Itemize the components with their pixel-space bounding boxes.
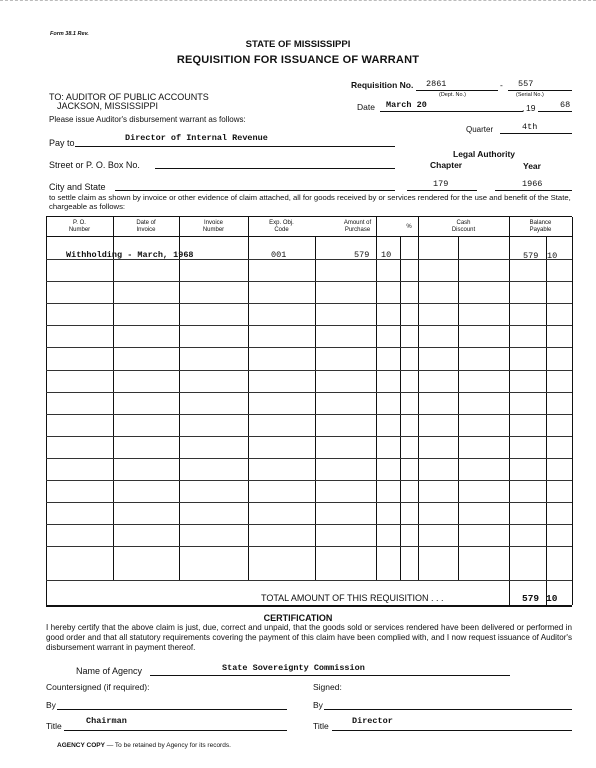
form-number: Form 38.1 Rev. bbox=[50, 31, 89, 37]
chapter-value: 179 bbox=[433, 179, 449, 189]
pay-to-label: Pay to bbox=[49, 138, 75, 148]
street-line bbox=[155, 168, 395, 169]
state-title: STATE OF MISSISSIPPI bbox=[245, 39, 351, 50]
street-label: Street or P. O. Box No. bbox=[49, 160, 140, 170]
table-bottom-border bbox=[46, 605, 572, 607]
header-balance-payable: Balance Payable bbox=[529, 220, 552, 233]
total-dollars: 579 bbox=[522, 593, 540, 604]
quarter-label: Quarter bbox=[466, 125, 494, 134]
left-by-line bbox=[57, 709, 287, 710]
city-line bbox=[115, 190, 395, 191]
row1-amount-dollars: 579 bbox=[354, 250, 370, 260]
year-value: 68 bbox=[560, 100, 571, 110]
city-label: City and State bbox=[49, 182, 106, 192]
agency-value: State Sovereignty Commission bbox=[222, 663, 365, 673]
table-row-rule bbox=[46, 392, 572, 393]
la-year-label: Year bbox=[523, 161, 541, 171]
certification-heading: CERTIFICATION bbox=[263, 613, 333, 623]
footer-agency-copy: AGENCY COPY bbox=[57, 742, 105, 749]
date-label: Date bbox=[357, 102, 375, 112]
requisition-label: Requisition No. bbox=[351, 80, 414, 90]
left-title-label: Title bbox=[46, 721, 62, 731]
signed-label: Signed: bbox=[313, 682, 342, 692]
header-amount-of-purchase: Amount of Purchase bbox=[343, 220, 372, 233]
table-row-rule bbox=[46, 480, 572, 481]
row1-code: 001 bbox=[271, 250, 287, 260]
year-line bbox=[538, 111, 572, 112]
la-year-value: 1966 bbox=[522, 179, 543, 189]
pay-to-value: Director of Internal Revenue bbox=[125, 133, 268, 143]
agency-line bbox=[150, 675, 510, 676]
quarter-value: 4th bbox=[522, 122, 538, 132]
table-row-rule bbox=[46, 546, 572, 547]
left-by-label: By bbox=[46, 700, 56, 710]
header-po-number: P. O. Number bbox=[68, 220, 91, 233]
addressee-line2: JACKSON, MISSISSIPPI bbox=[57, 101, 159, 111]
column-rule bbox=[248, 217, 249, 580]
header-cash-discount: Cash Discount bbox=[451, 220, 476, 233]
chapter-line bbox=[407, 190, 477, 191]
table-header-bottom bbox=[46, 236, 572, 237]
table-row-rule bbox=[46, 436, 572, 437]
year-prefix: 19 bbox=[526, 103, 536, 113]
right-by-label: By bbox=[313, 700, 323, 710]
table-row-rule bbox=[46, 580, 572, 581]
chapter-label: Chapter bbox=[430, 160, 463, 170]
row1-balance-cents: 10 bbox=[547, 251, 558, 261]
certification-text: I hereby certify that the above claim is just, due, correct and unpaid, that the goods sold or services rendered have been delivered or performed in good order and that all statutory requirements covering the payment of this claim have been complied with, and I now request issuance of Auditor's disbursement warrant in payment thereof. bbox=[46, 623, 572, 652]
footer-note bbox=[57, 742, 231, 749]
total-label: TOTAL AMOUNT OF THIS REQUISITION . . . bbox=[261, 593, 444, 603]
table-row-rule bbox=[46, 414, 572, 415]
serial-no-caption: (Serial No.) bbox=[516, 92, 544, 98]
dash-sep: - bbox=[500, 80, 503, 90]
column-rule bbox=[113, 217, 114, 580]
table-row-rule bbox=[46, 303, 572, 304]
la-year-line bbox=[495, 190, 572, 191]
column-rule bbox=[546, 236, 547, 605]
row1-amount-cents: 10 bbox=[381, 250, 392, 260]
total-cents: 10 bbox=[546, 593, 558, 604]
addressee-line1: TO: AUDITOR OF PUBLIC ACCOUNTS bbox=[49, 92, 209, 102]
dept-no-caption: (Dept. No.) bbox=[439, 92, 466, 98]
table-row-rule bbox=[46, 325, 572, 326]
table-row-rule bbox=[46, 502, 572, 503]
table-row-rule bbox=[46, 458, 572, 459]
table-row-rule bbox=[46, 370, 572, 371]
footer-retain-text: — To be retained by Agency for its records. bbox=[104, 742, 231, 749]
header-exp-obj-code: Exp. Obj. Code bbox=[269, 220, 294, 233]
serial-no-value: 557 bbox=[518, 79, 534, 89]
date-line bbox=[380, 111, 523, 112]
pay-to-line bbox=[75, 146, 395, 147]
serial-no-line bbox=[508, 90, 572, 91]
header-date-of-invoice: Date of Invoice bbox=[136, 220, 156, 233]
header-invoice-number: Invoice Number bbox=[202, 220, 225, 233]
right-title-line bbox=[332, 730, 572, 731]
countersigned-label: Countersigned (if required): bbox=[46, 682, 150, 692]
right-title-value: Director bbox=[352, 716, 393, 726]
settle-text: to settle claim as shown by invoice or other evidence of claim attached, all for goods received by or services rendered for the use and benefit of the State, chargeable as follows: bbox=[49, 193, 571, 211]
left-title-line bbox=[64, 730, 287, 731]
dept-no-line bbox=[416, 90, 498, 91]
column-rule bbox=[418, 217, 419, 580]
table-row-rule bbox=[46, 281, 572, 282]
column-rule bbox=[376, 217, 377, 580]
column-rule bbox=[458, 236, 459, 580]
legal-authority-heading: Legal Authority bbox=[453, 149, 516, 159]
header-percent: % bbox=[406, 224, 412, 230]
year-comma: , bbox=[522, 103, 525, 113]
quarter-line bbox=[500, 133, 572, 134]
date-value: March 20 bbox=[386, 100, 427, 110]
left-title-value: Chairman bbox=[86, 716, 127, 726]
right-by-line bbox=[324, 709, 572, 710]
column-rule bbox=[179, 217, 180, 580]
row1-balance-dollars: 579 bbox=[523, 251, 539, 261]
page-top-perforation bbox=[0, 0, 596, 1]
agency-label: Name of Agency bbox=[76, 666, 143, 676]
column-rule bbox=[400, 236, 401, 580]
column-rule bbox=[315, 236, 316, 580]
column-rule bbox=[572, 217, 573, 605]
table-top-border bbox=[46, 216, 572, 217]
table-row-rule bbox=[46, 347, 572, 348]
right-title-label: Title bbox=[313, 721, 329, 731]
table-row-rule bbox=[46, 524, 572, 525]
row1-description: Withholding - March, 1968 bbox=[66, 250, 194, 260]
instruction-text: Please issue Auditor's disbursement warrant as follows: bbox=[49, 115, 246, 124]
form-title: REQUISITION FOR ISSUANCE OF WARRANT bbox=[176, 54, 420, 66]
dept-no-value: 2861 bbox=[426, 79, 447, 89]
